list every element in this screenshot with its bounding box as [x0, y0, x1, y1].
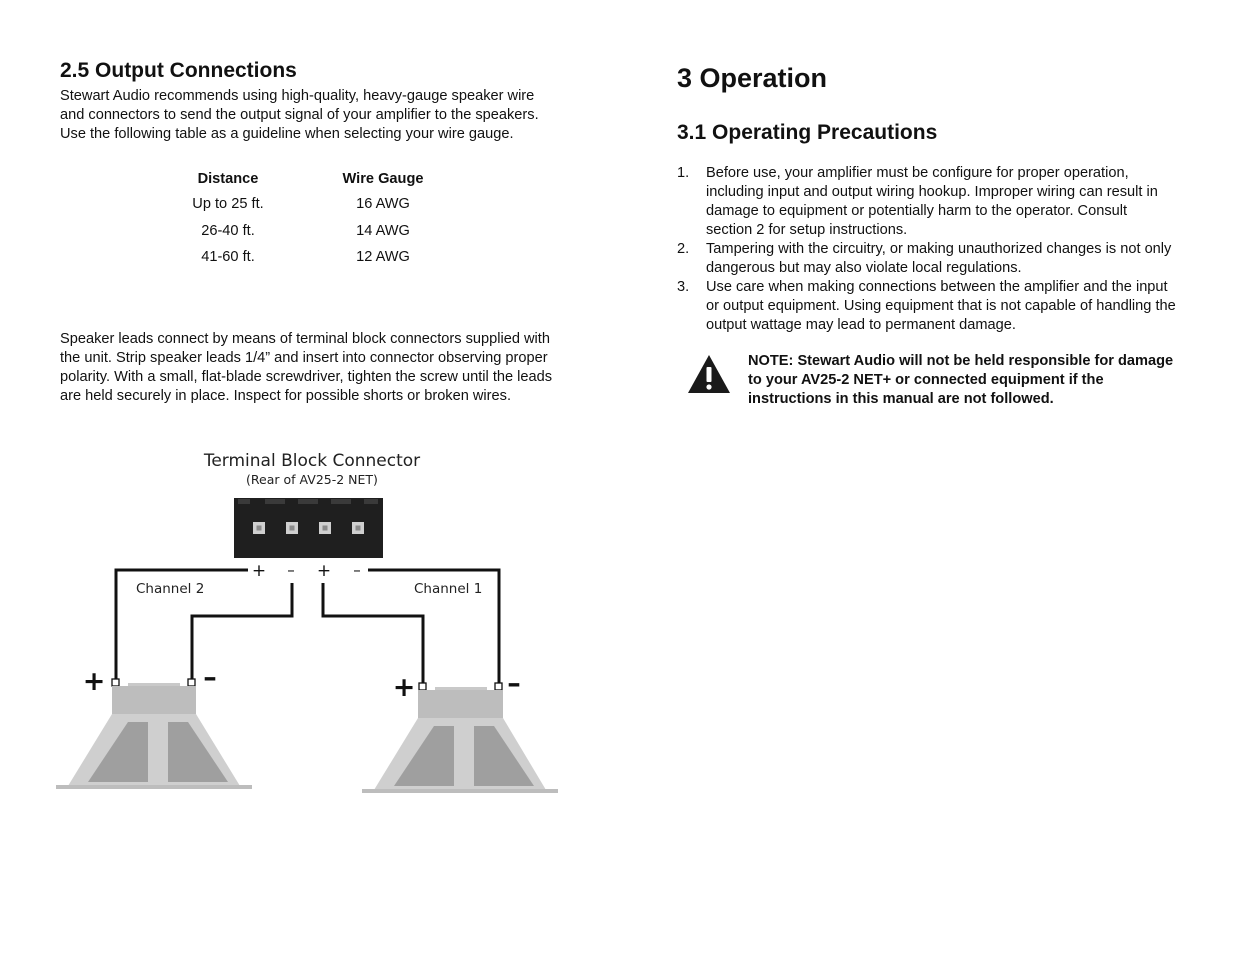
terminal-block-wiring-diagram — [50, 440, 570, 800]
list-item-number: 3. — [677, 279, 690, 295]
speaker-plus-symbol: + — [392, 672, 416, 703]
wire-gauge-table — [173, 167, 483, 271]
speaker-terminal-plus — [112, 679, 119, 686]
speaker-leads-paragraph: Speaker leads connect by means of terminal block connectors supplied with the unit. Strip speaker leads 1/4” and insert into connector observing proper polarity. With a small, flat-blade screwdriver, tighten the screw until the leads are held securely in place. Inspect for possible shorts or broken wires. — [60, 331, 553, 404]
terminal-label-ch2-plus: + — [251, 561, 267, 581]
left-column — [60, 58, 560, 404]
table-cell-distance: 26-40 ft. — [201, 222, 255, 239]
list-item-number: 1. — [677, 165, 690, 181]
channel-2-label: Channel 2 — [136, 581, 205, 597]
list-item-text: Tampering with the circuitry, or making unauthorized changes is not only dangerous but may also violate local regulations. — [706, 241, 1172, 276]
table-row — [173, 218, 483, 245]
speaker-plus-symbol: + — [82, 666, 106, 697]
table-row — [173, 244, 483, 271]
terminal-block-connector — [234, 498, 383, 558]
warning-note-text: NOTE: Stewart Audio will not be held responsible for damage to your AV25-2 NET+ or connected equipment if the instructions in this manual are not followed. — [748, 353, 1174, 407]
table-cell-distance: Up to 25 ft. — [192, 196, 264, 213]
terminal-screw — [319, 522, 331, 534]
terminal-label-ch1-minus: – — [353, 561, 361, 579]
table-cell-gauge: 12 AWG — [356, 249, 410, 266]
terminal-screw — [352, 522, 364, 534]
list-item — [677, 164, 1177, 240]
channel-1-label: Channel 1 — [414, 581, 483, 597]
column-header-distance: Distance — [197, 171, 259, 187]
table-row — [173, 191, 483, 218]
terminal-label-ch1-plus: + — [316, 561, 332, 581]
terminal-label-ch2-minus: – — [287, 561, 295, 579]
speaker-terminal-plus — [419, 683, 426, 690]
table-cell-distance: 41-60 ft. — [201, 249, 255, 266]
list-item-text: Before use, your amplifier must be configure for proper operation, including input and output wiring hookup. Improper wiring can result in damage to equipment or potentially harm to the operator. Consult section 2 for setup instructions. — [706, 165, 1158, 238]
list-item-text: Use care when making connections between the amplifier and the input or output equipment. Using equipment that is not capable of handling the output wattage may lead to permanent damage. — [706, 279, 1176, 333]
section-heading-operating-precautions: 3.1 Operating Precautions — [677, 121, 938, 144]
chapter-heading-operation: 3 Operation — [677, 63, 828, 93]
intro-paragraph: Stewart Audio recommends using high-quality, heavy-gauge speaker wire and connectors to send the output signal of your amplifier to the speakers. Use the following table as a guideline when selecting your wire gauge. — [60, 88, 539, 142]
table-header-row — [173, 167, 483, 191]
section-heading-output-connections: 2.5 Output Connections — [60, 59, 297, 82]
speaker-minus-symbol: – — [507, 668, 521, 699]
diagram-subtitle: (Rear of AV25-2 NET) — [246, 472, 378, 487]
diagram-title: Terminal Block Connector — [203, 451, 421, 471]
speaker-terminal-minus — [495, 683, 502, 690]
column-header-wire-gauge: Wire Gauge — [342, 171, 424, 187]
table-cell-gauge: 16 AWG — [356, 196, 410, 213]
table-cell-gauge: 14 AWG — [356, 222, 410, 239]
list-item — [677, 240, 1177, 278]
list-item-number: 2. — [677, 241, 690, 257]
speaker-channel-2 — [56, 662, 252, 789]
warning-note — [687, 352, 1177, 409]
speaker-terminal-minus — [188, 679, 195, 686]
warning-triangle-icon — [687, 354, 731, 394]
terminal-screw — [286, 522, 298, 534]
terminal-screw — [253, 522, 265, 534]
speaker-channel-1 — [362, 668, 558, 793]
precautions-list — [677, 164, 1177, 335]
speaker-minus-symbol: – — [203, 662, 217, 693]
list-item — [677, 278, 1177, 335]
